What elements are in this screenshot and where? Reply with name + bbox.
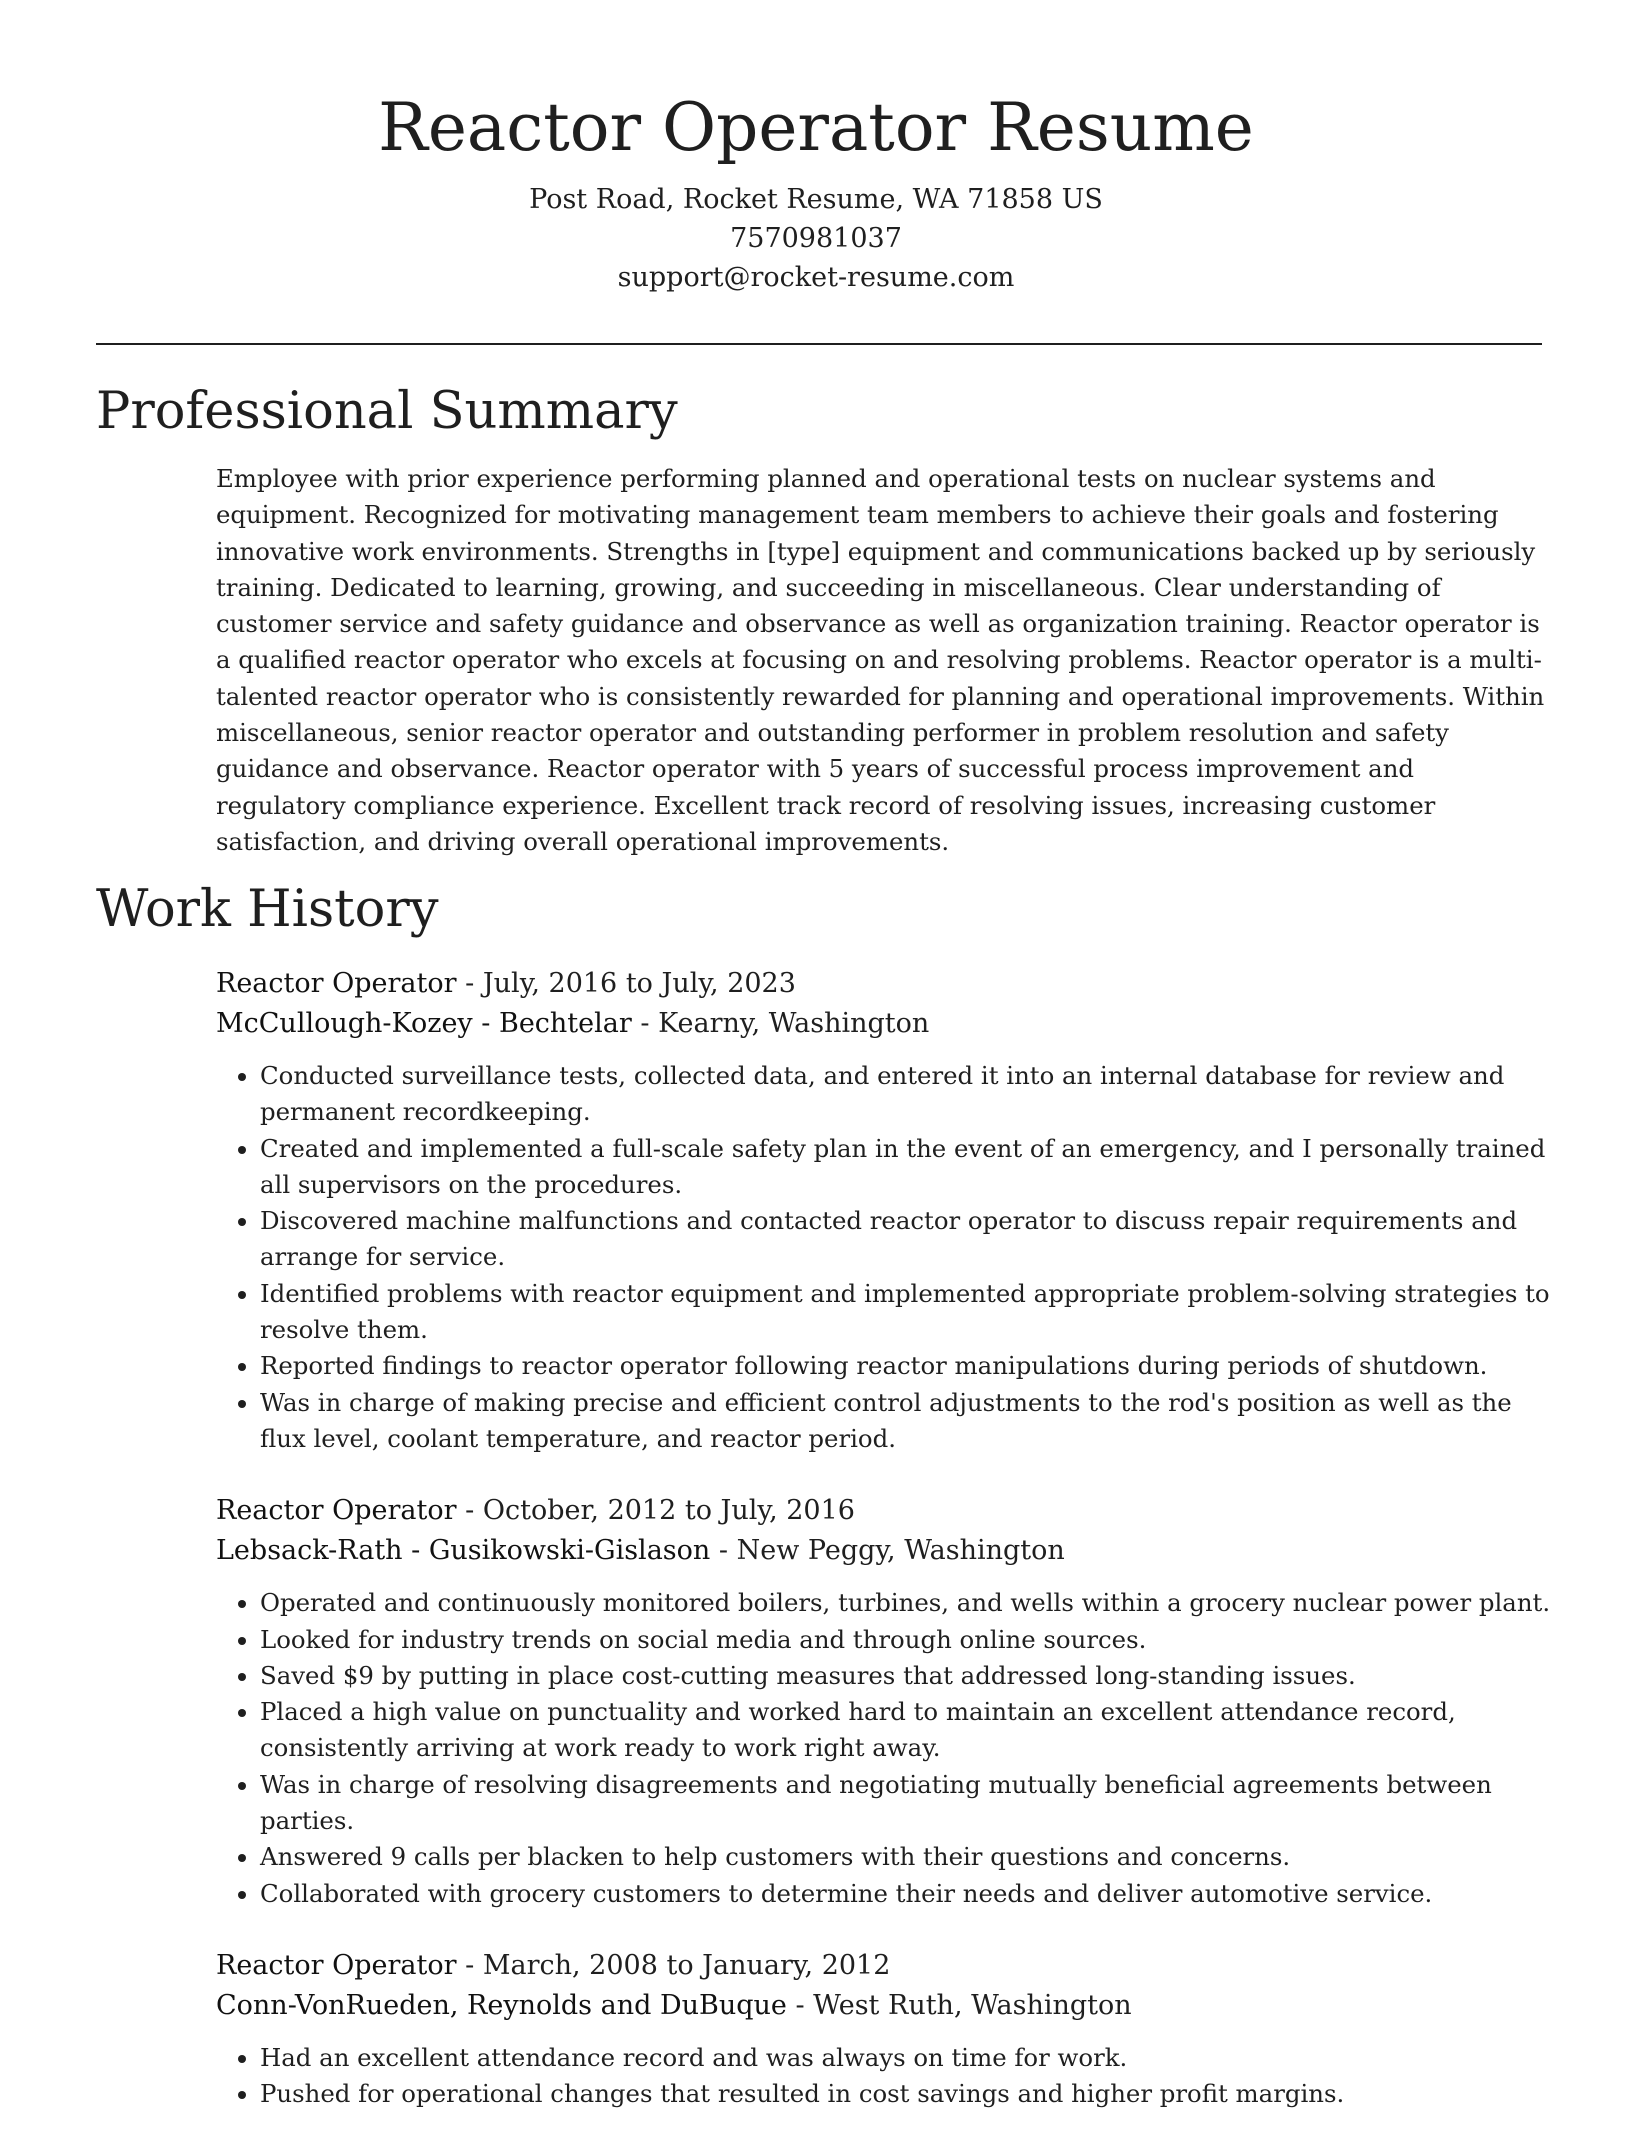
job-dates: July, 2016 to July, 2023: [482, 968, 796, 999]
job-bullet: • Collaborated with grocery customers to determine their needs and deliver automotive service.: [260, 1876, 1551, 1912]
job-bullet: • Placed a high value on punctuality and worked hard to maintain an excellent attendance record, consistently arriving at work ready to work right away.: [260, 1694, 1551, 1767]
job-bullets: [216, 2040, 1551, 2113]
contact-address: Post Road, Rocket Resume, WA 71858 US: [529, 184, 1103, 215]
job-role: Reactor Operator: [216, 1495, 457, 1527]
job-bullets: [216, 1585, 1551, 1912]
job-company-line: McCullough-Kozey - Bechtelar - Kearny, Washington: [216, 1008, 930, 1039]
job-location: Kearny, Washington: [658, 1008, 930, 1039]
job-company-line: Lebsack-Rath - Gusikowski-Gislason - New Peggy, Washington: [216, 1535, 1065, 1567]
job-dates: March, 2008 to January, 2012: [482, 1949, 891, 1981]
job-bullet: • Discovered machine malfunctions and contacted reactor operator to discuss repair requirements and arrange for service.: [260, 1203, 1551, 1276]
job-company: McCullough-Kozey - Bechtelar: [216, 1008, 632, 1039]
job-entry: [216, 1491, 1551, 1912]
job-bullet: • Created and implemented a full-scale safety plan in the event of an emergency, and I personally trained all supervisors on the procedures.: [260, 1131, 1551, 1204]
job-company-line: Conn-VonRueden, Reynolds and DuBuque - West Ruth, Washington: [216, 1989, 1132, 2021]
job-bullet: • Saved $9 by putting in place cost-cutting measures that addressed long-standing issues.: [260, 1658, 1551, 1694]
job-role: Reactor Operator: [216, 968, 457, 999]
work-history-list: [216, 964, 1551, 2147]
work-history-heading: Work History: [96, 880, 439, 939]
job-bullet: • Looked for industry trends on social media and through online sources.: [260, 1622, 1551, 1658]
job-title-line: Reactor Operator - March, 2008 to January, 2012: [216, 1949, 891, 1981]
job-bullet: • Was in charge of making precise and efficient control adjustments to the rod's position as well as the flux level, coolant temperature, and reactor period.: [260, 1385, 1551, 1458]
job-bullet: • Was in charge of resolving disagreements and negotiating mutually beneficial agreements between parties.: [260, 1767, 1551, 1840]
job-bullet: • Pushed for operational changes that resulted in cost savings and higher profit margins.: [260, 2076, 1551, 2112]
job-bullet: • Identified problems with reactor equipment and implemented appropriate problem-solving strategies to resolve them.: [260, 1276, 1551, 1349]
job-company: Conn-VonRueden, Reynolds and DuBuque: [216, 1989, 787, 2021]
job-bullet: • Conducted surveillance tests, collected data, and entered it into an internal database for review and permanent recordkeeping.: [260, 1058, 1551, 1131]
job-bullet: • Reported findings to reactor operator following reactor manipulations during periods of shutdown.: [260, 1348, 1551, 1384]
summary-text: Employee with prior experience performing planned and operational tests on nuclear systems and equipment. Recognized for motivating management team members to achieve their goals and fostering innovative work environments. Strengths in [type] equipment and communications backed up by seriously training. Dedicated to learning, growing, and succeeding in miscellaneous. Clear understanding of customer service and safety guidance and observance as well as organization training. Reactor operator is a qualified reactor operator who excels at focusing on and resolving problems. Reactor operator is a multi-talented reactor operator who is consistently rewarded for planning and operational improvements. Within miscellaneous, senior reactor operator and outstanding performer in problem resolution and safety guidance and observance. Reactor operator with 5 years of successful process improvement and regulatory compliance experience. Excellent track record of resolving issues, increasing customer satisfaction, and driving overall operational improvements.: [216, 464, 1545, 856]
resume-header: [0, 0, 1632, 297]
job-bullet: • Operated and continuously monitored boilers, turbines, and wells within a grocery nuclear power plant.: [260, 1585, 1551, 1621]
contact-email: support@rocket-resume.com: [617, 262, 1015, 293]
job-bullet: • Had an excellent attendance record and was always on time for work.: [260, 2040, 1551, 2076]
job-location: West Ruth, Washington: [813, 1989, 1132, 2021]
job-entry: [216, 964, 1551, 1457]
job-dates: October, 2012 to July, 2016: [482, 1495, 855, 1527]
contact-block: [0, 180, 1632, 297]
resume-title: Reactor Operator Resume: [378, 89, 1254, 166]
contact-phone: 7570981037: [730, 223, 902, 254]
job-bullet: • Answered 9 calls per blacken to help customers with their questions and concerns.: [260, 1839, 1551, 1875]
job-location: New Peggy, Washington: [736, 1535, 1065, 1567]
summary-heading: Professional Summary: [96, 382, 678, 441]
job-entry: [216, 1946, 1551, 2113]
header-divider: [96, 343, 1542, 345]
job-bullets: [216, 1058, 1551, 1457]
job-title-line: Reactor Operator - July, 2016 to July, 2023: [216, 968, 796, 999]
job-role: Reactor Operator: [216, 1949, 457, 1981]
job-company: Lebsack-Rath - Gusikowski-Gislason: [216, 1535, 711, 1567]
job-title-line: Reactor Operator - October, 2012 to July, 2016: [216, 1495, 855, 1527]
